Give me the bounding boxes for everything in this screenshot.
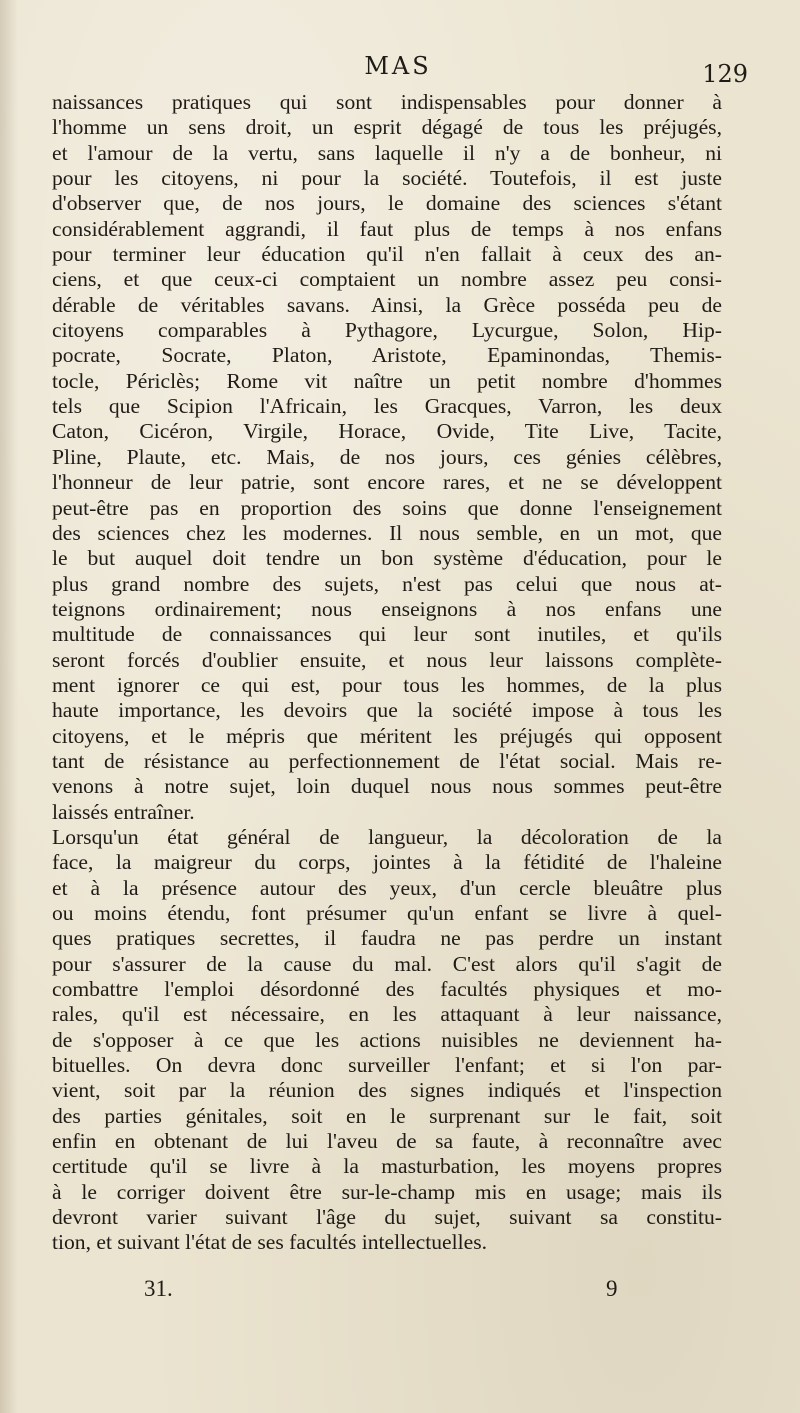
text-line: enfin en obtenant de lui l'aveu de sa faute, à reconnaître avec [52,1129,722,1154]
text-line: venons à notre sujet, loin duquel nous nous sommes peut-être [52,774,722,799]
text-line: certitude qu'il se livre à la masturbation, les moyens propres [52,1154,722,1179]
running-title: MAS [364,52,432,80]
text-line: tocle, Périclès; Rome vit naître un petit nombre d'hommes [52,368,722,393]
text-line: devront varier suivant l'âge du sujet, suivant sa constitu- [52,1205,722,1230]
text-line: multitude de connaissances qui leur sont inutiles, et qu'ils [52,622,722,647]
text-line: combattre l'emploi désordonné des facultés physiques et mo- [52,977,722,1002]
text-line: plus grand nombre des sujets, n'est pas celui que nous at- [52,571,722,596]
text-line: tant de résistance au perfectionnement de l'état social. Mais re- [52,748,722,773]
text-line: l'homme un sens droit, un esprit dégagé de tous les préjugés, [52,115,722,140]
text-line: dérable de véritables savans. Ainsi, la Grèce posséda peu de [52,292,722,317]
text-line: citoyens comparables à Pythagore, Lycurgue, Solon, Hip- [52,318,722,343]
page-number: 129 [702,60,748,88]
running-head [52,52,748,92]
text-line: ciens, et que ceux-ci comptaient un nombre assez peu consi- [52,267,722,292]
page-footer [52,1276,722,1312]
text-line: le but auquel doit tendre un bon système d'éducation, pour le [52,546,722,571]
text-line: ques pratiques secrettes, il faudra ne pas perdre un instant [52,926,722,951]
paragraph [52,825,722,1256]
text-line: de s'opposer à ce que les actions nuisibles ne deviennent ha- [52,1027,722,1052]
text-line: pour s'assurer de la cause du mal. C'est alors qu'il s'agit de [52,951,722,976]
text-line: pour les citoyens, ni pour la société. Toutefois, il est juste [52,166,722,191]
text-line: ment ignorer ce qui est, pour tous les hommes, de la plus [52,672,722,697]
text-line: des parties génitales, soit en le surprenant sur le fait, soit [52,1103,722,1128]
text-line: haute importance, les devoirs que la société impose à tous les [52,698,722,723]
text-line: teignons ordinairement; nous enseignons à nos enfans une [52,596,722,621]
text-line: d'observer que, de nos jours, le domaine des sciences s'étant [52,191,722,216]
text-line: tels que Scipion l'Africain, les Gracques, Varron, les deux [52,394,722,419]
signature-number: 9 [606,1276,618,1301]
text-line: l'honneur de leur patrie, sont encore rares, et ne se développent [52,470,722,495]
text-line: ou moins étendu, font présumer qu'un enfant se livre à quel- [52,901,722,925]
text-line: pour terminer leur éducation qu'il n'en fallait à ceux des an- [52,242,722,267]
text-line: Lorsqu'un état général de langueur, la décoloration de la [52,824,722,849]
page-gutter-shadow [0,0,18,1413]
text-line: et l'amour de la vertu, sans laquelle il n'y a de bonheur, ni [52,140,722,165]
text-line: des sciences chez les modernes. Il nous semble, en un mot, que [52,520,722,545]
text-line: seront forcés d'oublier ensuite, et nous leur laissons complète- [52,647,722,672]
text-line: peut-être pas en proportion des soins que donne l'enseignement [52,495,722,520]
text-line: vient, soit par la réunion des signes indiqués et l'inspection [52,1078,722,1103]
text-line: Pline, Plaute, etc. Mais, de nos jours, ces génies célèbres, [52,444,722,469]
signature-mark: 31. [144,1276,173,1301]
text-line: naissances pratiques qui sont indispensables pour donner à [52,90,722,114]
text-line: Caton, Cicéron, Virgile, Horace, Ovide, Tite Live, Tacite, [52,419,722,444]
text-line: considérablement aggrandi, il faut plus de temps à nos enfans [52,216,722,241]
text-line: face, la maigreur du corps, jointes à la fétidité de l'haleine [52,850,722,875]
paragraph [52,90,722,825]
text-line: citoyens, et le mépris que méritent les préjugés qui opposent [52,723,722,748]
text-line: laissés entraîner. [52,799,195,824]
text-line: et à la présence autour des yeux, d'un cercle bleuâtre plus [52,875,722,900]
text-line: à le corriger doivent être sur-le-champ mis en usage; mais ils [52,1179,722,1204]
text-line: bituelles. On devra donc surveiller l'enfant; et si l'on par- [52,1053,722,1078]
body-text [52,90,722,1256]
text-line: rales, qu'il est nécessaire, en les attaquant à leur naissance, [52,1002,722,1027]
text-line: pocrate, Socrate, Platon, Aristote, Epaminondas, Themis- [52,343,722,368]
text-line: tion, et suivant l'état de ses facultés intellectuelles. [52,1230,488,1255]
